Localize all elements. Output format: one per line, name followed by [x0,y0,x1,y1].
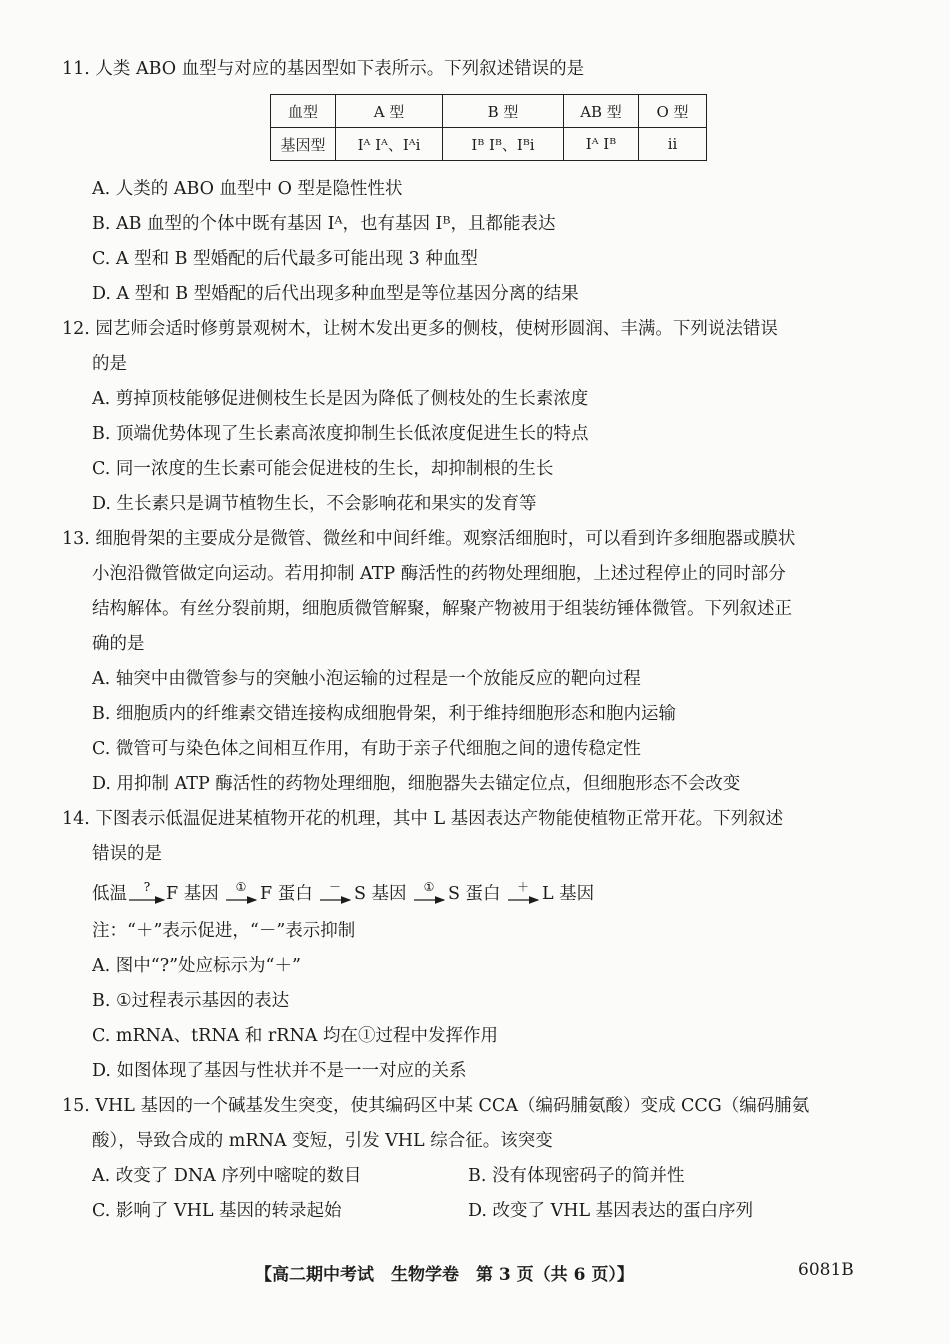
flow-node-f-protein: F 蛋白 [260,884,313,904]
q12-option-a: A. 剪掉顶枝能够促进侧枝生长是因为降低了侧枝处的生长素浓度 [92,389,589,409]
paper-code: 6081B [798,1260,854,1280]
q15-stem-line1: 15. VHL 基因的一个碱基发生突变，使其编码区中某 CCA（编码脯氨酸）变成 CCG（编码脯氨 [62,1096,810,1116]
q13-stem-line1: 13. 细胞骨架的主要成分是微管、微丝和中间纤维。观察活细胞时，可以看到许多细胞器或膜状 [62,529,796,549]
q15-option-a: A. 改变了 DNA 序列中嘧啶的数目 [92,1166,362,1186]
arrow-label: ＋ [516,880,530,894]
table-cell: A 型 [336,95,443,128]
arrow-label: － [328,880,342,894]
q11-option-a: A. 人类的 ABO 血型中 O 型是隐性性状 [92,179,403,199]
q14-note: 注：“＋”表示促进，“－”表示抑制 [92,921,356,941]
arrow-label: ? [143,880,151,894]
table-cell: O 型 [639,95,707,128]
q15-stem-line2: 酸），导致合成的 mRNA 变短，引发 VHL 综合征。该突变 [92,1131,553,1151]
flow-node-s-gene: S 基因 [354,884,407,904]
table-cell: 血型 [271,95,336,128]
table-cell: Iᴬ Iᴬ、Iᴬi [336,128,443,161]
page-footer: 【高二期中考试 生物学卷 第 3 页（共 6 页）】 [255,1265,634,1285]
flow-node-f-gene: F 基因 [166,884,219,904]
flow-node-l-gene: L 基因 [542,884,595,904]
q12-stem-line1: 12. 园艺师会适时修剪景观树木，让树木发出更多的侧枝，使树形圆润、丰满。下列说法错误 [62,319,778,339]
q13-option-d: D. 用抑制 ATP 酶活性的药物处理细胞，细胞器失去锚定位点，但细胞形态不会改变 [92,774,741,794]
table-cell: B 型 [443,95,564,128]
q15-option-c: C. 影响了 VHL 基因的转录起始 [92,1201,342,1221]
q13-stem-line2: 小泡沿微管做定向运动。若用抑制 ATP 酶活性的药物处理细胞，上述过程停止的同时部分 [92,564,786,584]
q14-option-d: D. 如图体现了基因与性状并不是一一对应的关系 [92,1061,467,1081]
q13-option-b: B. 细胞质内的纤维素交错连接构成细胞骨架，利于维持细胞形态和胞内运输 [92,704,676,724]
table-cell: ii [639,128,707,161]
abo-genotype-table [270,94,707,161]
q14-option-b: B. ①过程表示基因的表达 [92,991,290,1011]
q12-stem-line2: 的是 [92,354,127,374]
arrow-label: ① [423,880,435,894]
q14-stem-line1: 14. 下图表示低温促进某植物开花的机理，其中 L 基因表达产物能使植物正常开花。下列叙述 [62,809,784,829]
q15-option-d: D. 改变了 VHL 基因表达的蛋白序列 [468,1201,754,1221]
table-cell: Iᴮ Iᴮ、Iᴮi [443,128,564,161]
q14-option-a: A. 图中“?”处应标示为“＋” [92,956,301,976]
q15-option-b: B. 没有体现密码子的简并性 [468,1166,685,1186]
q14-stem-line2: 错误的是 [92,844,162,864]
q11-option-d: D. A 型和 B 型婚配的后代出现多种血型是等位基因分离的结果 [92,284,579,304]
table-cell: 基因型 [271,128,336,161]
q13-option-a: A. 轴突中由微管参与的突触小泡运输的过程是一个放能反应的靶向过程 [92,669,641,689]
q11-option-b: B. AB 血型的个体中既有基因 Iᴬ，也有基因 Iᴮ，且都能表达 [92,214,556,234]
q13-stem-line4: 确的是 [92,634,145,654]
q11-option-c: C. A 型和 B 型婚配的后代最多可能出现 3 种血型 [92,249,478,269]
q11-stem: 11. 人类 ABO 血型与对应的基因型如下表所示。下列叙述错误的是 [62,59,585,79]
table-row [271,95,707,128]
table-cell: AB 型 [564,95,639,128]
q12-option-b: B. 顶端优势体现了生长素高浓度抑制生长低浓度促进生长的特点 [92,424,589,444]
flow-node-cold: 低温 [92,884,127,904]
table-row [271,128,707,161]
q14-option-c: C. mRNA、tRNA 和 rRNA 均在①过程中发挥作用 [92,1026,498,1046]
q13-option-c: C. 微管可与染色体之间相互作用，有助于亲子代细胞之间的遗传稳定性 [92,739,641,759]
table-cell: Iᴬ Iᴮ [564,128,639,161]
arrow-label: ① [235,880,247,894]
q12-option-c: C. 同一浓度的生长素可能会促进枝的生长，却抑制根的生长 [92,459,554,479]
q12-option-d: D. 生长素只是调节植物生长，不会影响花和果实的发育等 [92,494,537,514]
q13-stem-line3: 结构解体。有丝分裂前期，细胞质微管解聚，解聚产物被用于组装纺锤体微管。下列叙述正 [92,599,792,619]
flow-node-s-protein: S 蛋白 [448,884,501,904]
